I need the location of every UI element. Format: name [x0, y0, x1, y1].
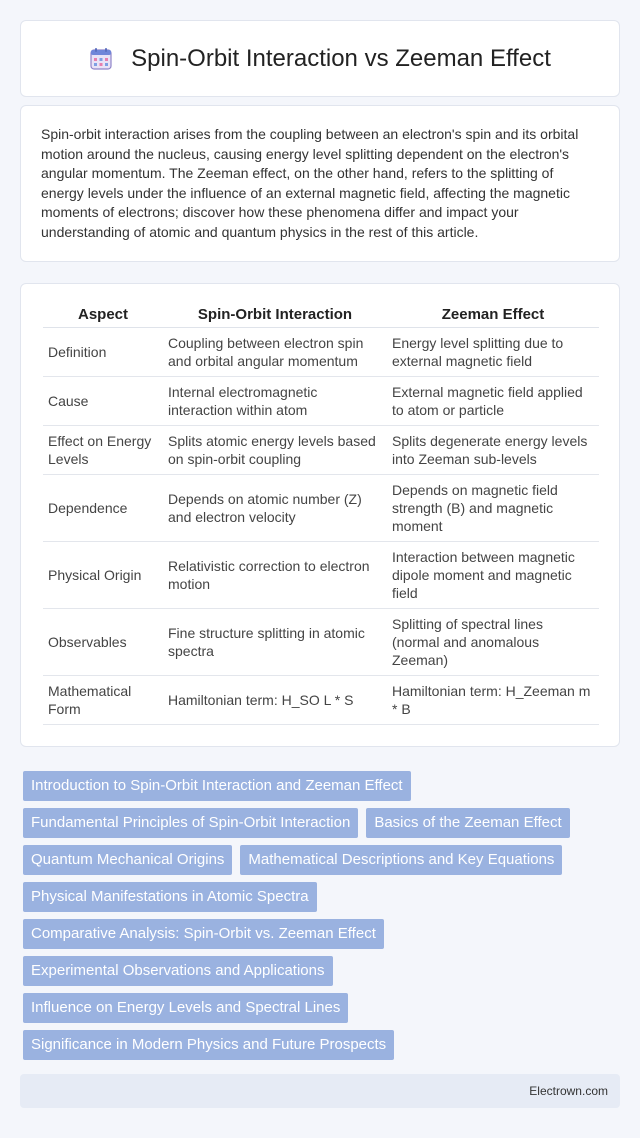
comparison-table: [43, 303, 599, 725]
table-header-spin-orbit: Spin-Orbit Interaction: [163, 303, 387, 327]
table-cell: External magnetic field applied to atom or particle: [387, 376, 599, 425]
table-cell: Hamiltonian term: H_SO L * S: [163, 675, 387, 724]
table-row: [43, 541, 599, 608]
table-row: [43, 327, 599, 376]
table-cell: Energy level splitting due to external magnetic field: [387, 327, 599, 376]
topic-tag[interactable]: Basics of the Zeeman Effect: [366, 808, 569, 838]
table-cell: Relativistic correction to electron motion: [163, 541, 387, 608]
table-row: [43, 425, 599, 474]
table-row: [43, 675, 599, 724]
table-cell: Splits atomic energy levels based on spin-orbit coupling: [163, 425, 387, 474]
table-cell: Effect on Energy Levels: [43, 425, 163, 474]
table-cell: Interaction between magnetic dipole moment and magnetic field: [387, 541, 599, 608]
tag-row: [23, 1030, 620, 1060]
table-cell: Fine structure splitting in atomic spectra: [163, 608, 387, 675]
table-cell: Depends on atomic number (Z) and electron velocity: [163, 474, 387, 541]
table-cell: Internal electromagnetic interaction within atom: [163, 376, 387, 425]
topic-tag[interactable]: Significance in Modern Physics and Future Prospects: [23, 1030, 394, 1060]
calendar-icon: [89, 47, 113, 71]
topic-tag[interactable]: Introduction to Spin-Orbit Interaction and Zeeman Effect: [23, 771, 411, 801]
tag-row: [23, 808, 620, 838]
table-row: [43, 474, 599, 541]
intro-card: [20, 105, 620, 262]
tag-row: [23, 956, 620, 986]
tag-row: [23, 771, 620, 801]
topic-tag[interactable]: Physical Manifestations in Atomic Spectra: [23, 882, 317, 912]
tag-row: [23, 845, 620, 875]
table-cell: Depends on magnetic field strength (B) and magnetic moment: [387, 474, 599, 541]
topic-tag[interactable]: Fundamental Principles of Spin-Orbit Interaction: [23, 808, 358, 838]
topic-tag[interactable]: Mathematical Descriptions and Key Equations: [240, 845, 562, 875]
table-cell: Mathematical Form: [43, 675, 163, 724]
footer: [20, 1074, 620, 1108]
table-row: [43, 608, 599, 675]
intro-text: Spin-orbit interaction arises from the coupling between an electron's spin and its orbital motion around the nucleus, causing energy level splitting dependent on the electron's angular momentum. The Zeeman effect, on the other hand, refers to the splitting of energy levels under the influence of an external magnetic field, affecting the magnetic moments of electrons; discover how these phenomena differ and impact your understanding of atomic and quantum physics in the rest of this article.: [41, 126, 579, 240]
table-cell: Hamiltonian term: H_Zeeman m * B: [387, 675, 599, 724]
table-cell: Definition: [43, 327, 163, 376]
title-wrap: [89, 45, 551, 73]
topic-tag[interactable]: Influence on Energy Levels and Spectral Lines: [23, 993, 348, 1023]
footer-brand[interactable]: Electrown.com: [529, 1084, 608, 1098]
topic-tag[interactable]: Experimental Observations and Applications: [23, 956, 333, 986]
table-row: [43, 376, 599, 425]
table-cell: Physical Origin: [43, 541, 163, 608]
topic-tags: [23, 771, 620, 1067]
table-cell: Cause: [43, 376, 163, 425]
comparison-table-card: [20, 283, 620, 747]
tag-row: [23, 882, 620, 912]
table-cell: Dependence: [43, 474, 163, 541]
table-header-aspect: Aspect: [43, 303, 163, 327]
topic-tag[interactable]: Comparative Analysis: Spin-Orbit vs. Zeeman Effect: [23, 919, 384, 949]
table-cell: Observables: [43, 608, 163, 675]
tag-row: [23, 919, 620, 949]
table-cell: Splitting of spectral lines (normal and anomalous Zeeman): [387, 608, 599, 675]
table-header-zeeman: Zeeman Effect: [387, 303, 599, 327]
page-title: Spin-Orbit Interaction vs Zeeman Effect: [131, 44, 551, 72]
table-header-row: [43, 303, 599, 327]
topic-tag[interactable]: Quantum Mechanical Origins: [23, 845, 232, 875]
header-card: [20, 20, 620, 97]
table-cell: Coupling between electron spin and orbital angular momentum: [163, 327, 387, 376]
tag-row: [23, 993, 620, 1023]
table-cell: Splits degenerate energy levels into Zeeman sub-levels: [387, 425, 599, 474]
